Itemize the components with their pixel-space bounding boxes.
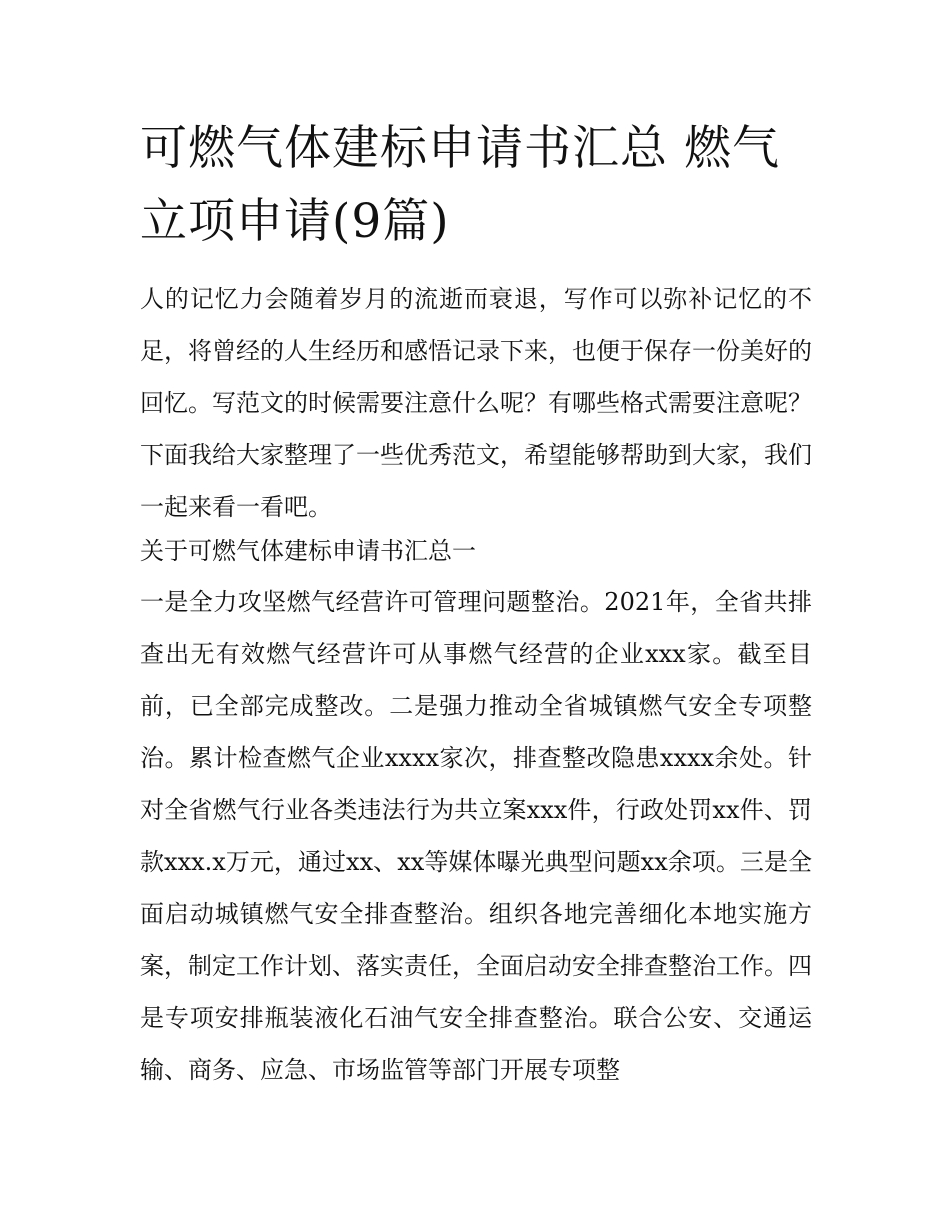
section-paragraph: 一是全力攻坚燃气经营许可管理问题整治。2021年，全省共排查出无有效燃气经营许可从事燃气经营的企业xxx家。截至目前，已全部完成整改。二是强力推动全省城镇燃气安全专项整治。累计检查燃气企业xxxx家次，排查整改隐患xxxx余处。针对全省燃气行业各类违法行为共立案xxx件，行政处罚xx件、罚款xxx.x万元，通过xx、xx等媒体曝光典型问题xx余项。三是全面启动城镇燃气安全排查整治。组织各地完善细化本地实施方案，制定工作计划、落实责任，全面启动安全排查整治工作。四是专项安排瓶装液化石油气安全排查整治。联合公安、交通运输、商务、应急、市场监管等部门开展专项整	[140, 588, 812, 1084]
section-heading: 关于可燃气体建标申请书汇总一	[140, 537, 476, 565]
intro-paragraph: 人的记忆力会随着岁月的流逝而衰退，写作可以弥补记忆的不足，将曾经的人生经历和感悟记录下来，也便于保存一份美好的回忆。写范文的时候需要注意什么呢？有哪些格式需要注意呢？下面我给大家整理了一些优秀范文，希望能够帮助到大家，我们一起来看一看吧。	[140, 285, 812, 521]
document-title: 可燃气体建标申请书汇总 燃气立项申请(9篇)	[140, 121, 780, 249]
